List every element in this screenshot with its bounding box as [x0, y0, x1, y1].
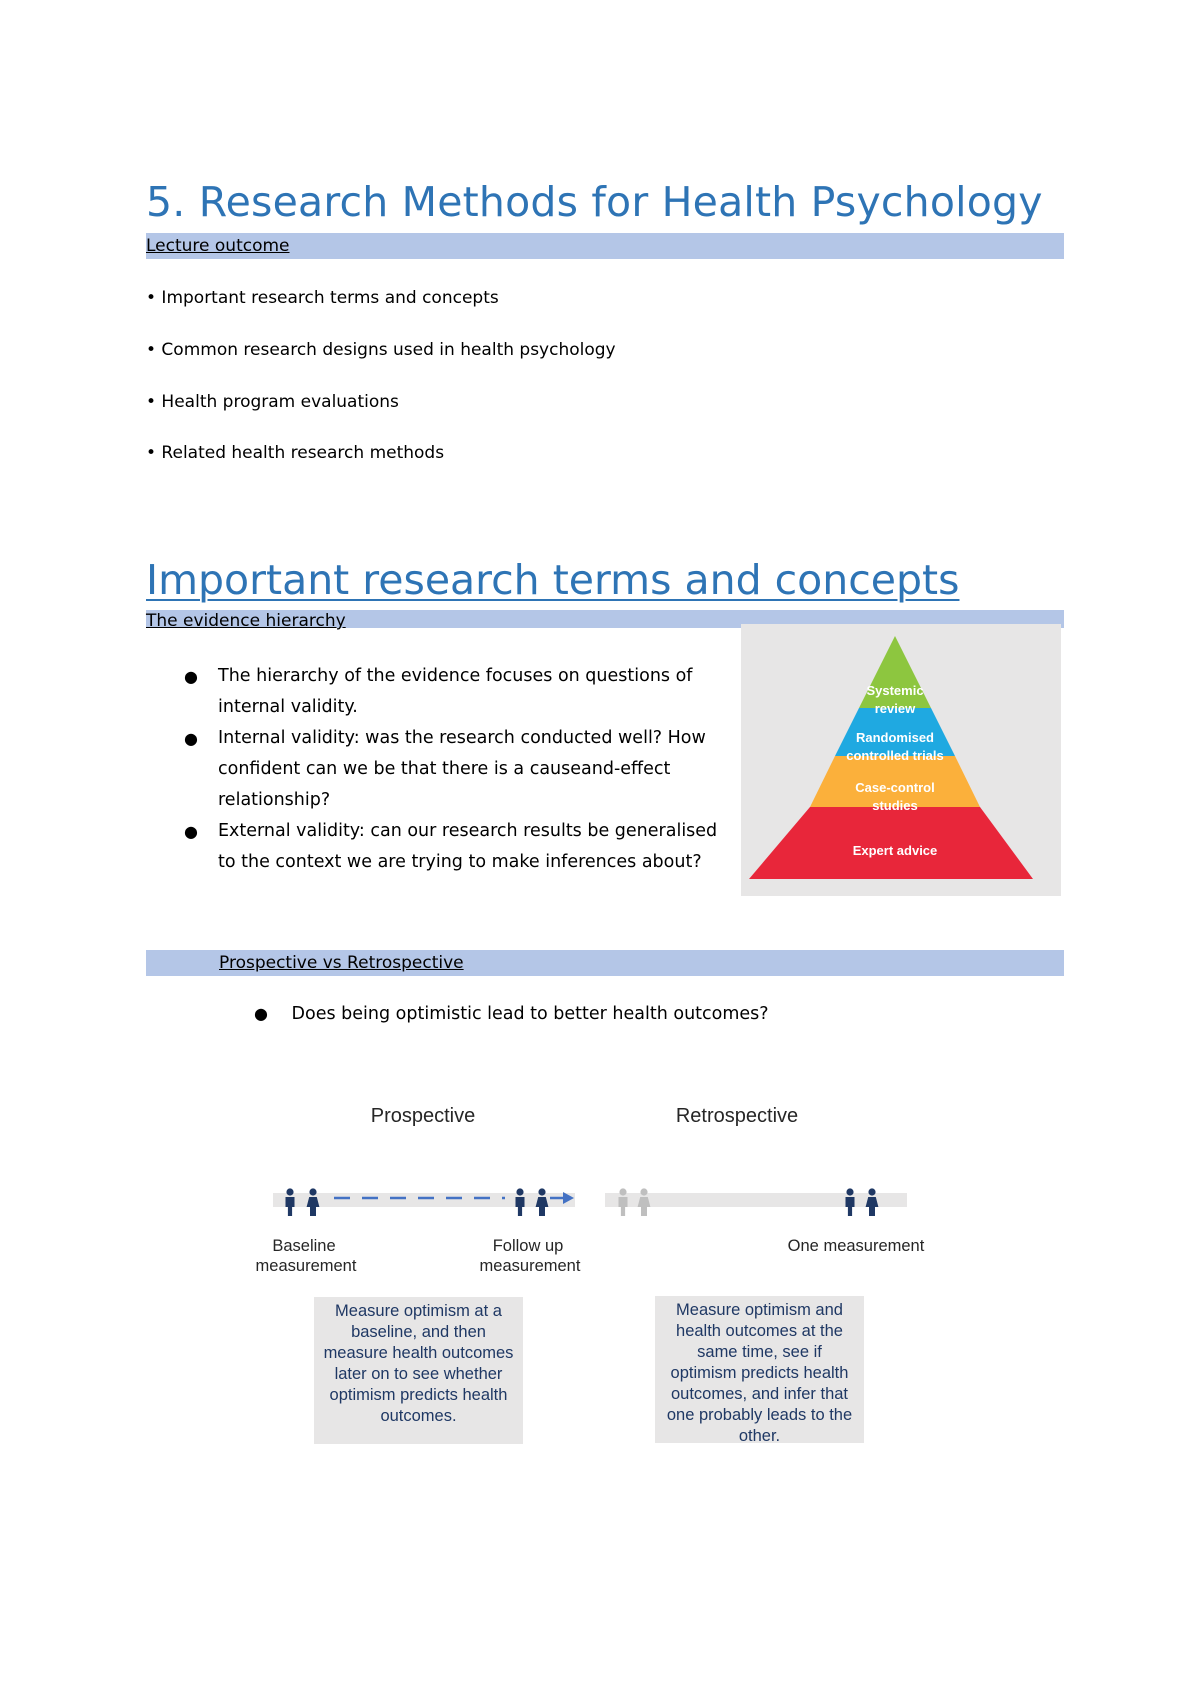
pyramid-label: Case-control: [855, 780, 935, 795]
list-item: [184, 661, 724, 723]
evidence-hierarchy-heading: The evidence hierarchy: [146, 611, 346, 631]
baseline-label: measurement: [255, 1257, 357, 1275]
outcome-item: • Health program evaluations: [146, 392, 399, 412]
list-item: [254, 1004, 769, 1024]
followup-label: measurement: [479, 1257, 581, 1275]
pyramid-label: Expert advice: [852, 843, 938, 858]
bullet-text: The hierarchy of the evidence focuses on questions of internal validity.: [218, 666, 693, 717]
page-title: 5. Research Methods for Health Psychology: [146, 178, 1043, 226]
bullet-dot-icon: ●: [184, 667, 198, 686]
lecture-outcome-heading: Lecture outcome: [146, 236, 290, 256]
outcome-item: • Important research terms and concepts: [146, 288, 499, 308]
bullet-text: Does being optimistic lead to better health outcomes?: [291, 1004, 769, 1024]
bullet-dot-icon: ●: [184, 822, 198, 841]
one-measurement-label: One measurement: [787, 1237, 925, 1255]
followup-label: Follow up: [492, 1237, 564, 1255]
prospective-title: Prospective: [370, 1105, 476, 1127]
prospective-heading: Prospective vs Retrospective: [219, 953, 464, 973]
pyramid-label: Randomised: [855, 730, 935, 745]
bullet-text: External validity: can our research results be generalised to the context we are trying to make inferences about?: [218, 821, 718, 872]
pyramid-label: Systemic: [866, 683, 924, 698]
section-title-important-terms: Important research terms and concepts: [146, 556, 960, 604]
prospective-retrospective-diagram: [0, 1090, 1200, 1460]
pyramid-label: studies: [872, 798, 918, 813]
baseline-label: Baseline: [272, 1237, 336, 1255]
retrospective-description: Measure optimism and health outcomes at the same time, see if optimism predicts health outcomes, and infer that one probably leads to the other.: [655, 1296, 864, 1443]
prospective-description: Measure optimism at a baseline, and then measure health outcomes later on to see whether optimism predicts health outcomes.: [314, 1297, 523, 1444]
bullet-dot-icon: ●: [184, 729, 198, 748]
bullet-text: Internal validity: was the research conducted well? How confident can we be that there is a causeand-effect relationship?: [218, 728, 706, 810]
bullet-dot-icon: ●: [254, 1004, 268, 1023]
list-item: [184, 816, 724, 878]
outcome-item: • Common research designs used in health psychology: [146, 340, 616, 360]
retrospective-title: Retrospective: [675, 1105, 799, 1127]
outcome-item: • Related health research methods: [146, 443, 445, 463]
list-item: [184, 723, 724, 816]
evidence-pyramid-figure: [741, 624, 1061, 896]
pyramid-label: controlled trials: [846, 748, 944, 763]
retrospective-timeline-bar: [605, 1193, 907, 1207]
pyramid-label: review: [874, 701, 916, 716]
evidence-pyramid: [741, 624, 1061, 896]
